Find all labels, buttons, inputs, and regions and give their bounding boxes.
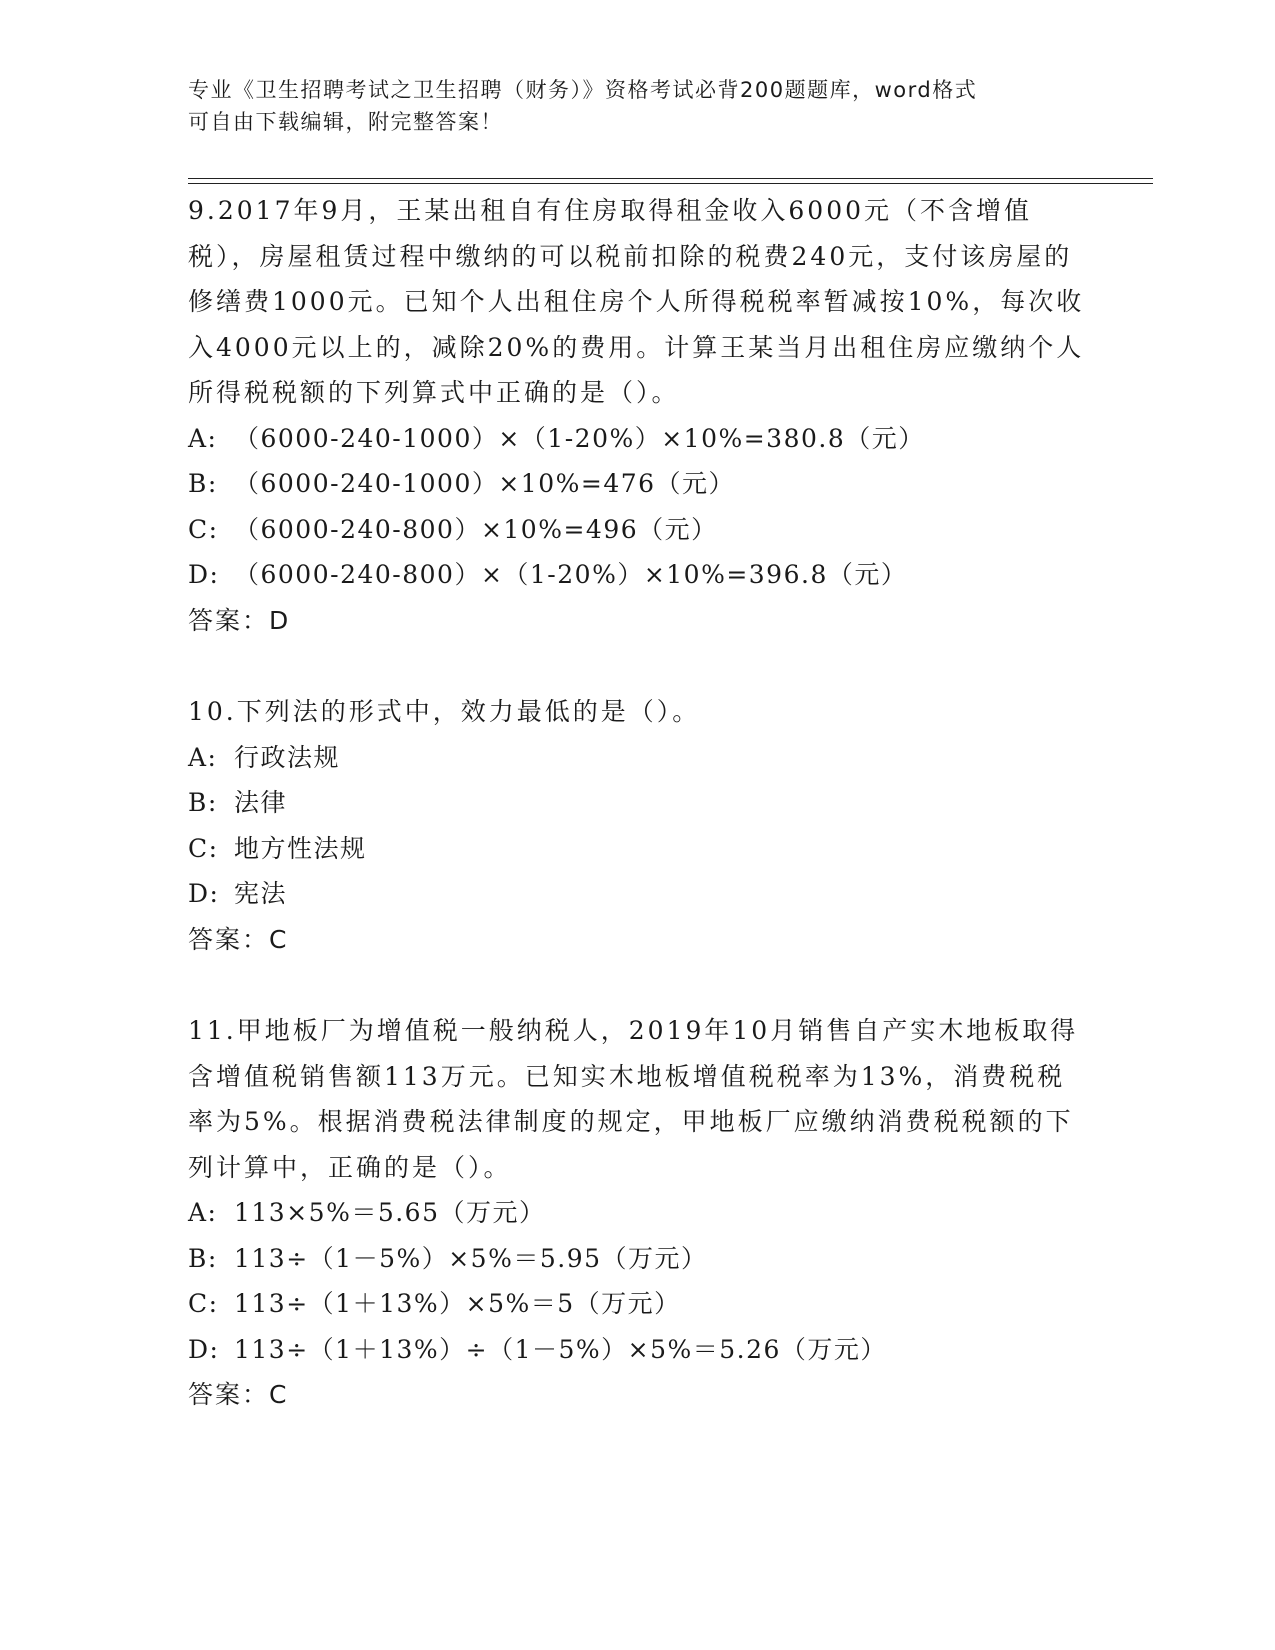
page-header [188, 74, 1088, 138]
option-text: （6000-240-1000）×10%=476（元） [234, 469, 736, 498]
option-d [188, 552, 1088, 598]
question-list [188, 188, 1088, 1464]
question-11 [188, 1008, 1088, 1418]
option-c [188, 507, 1088, 553]
question-10 [188, 689, 1088, 962]
answer-line: 答案：D [188, 605, 291, 635]
option-text: 113÷（1＋13%）÷（1－5%）×5%＝5.26（万元） [234, 1334, 887, 1364]
header-divider-top [188, 178, 1153, 179]
option-text: 行政法规 [234, 742, 341, 772]
option-d [188, 1327, 1088, 1373]
option-letter: C: [188, 514, 219, 544]
option-text: 宪法 [234, 879, 288, 908]
option-letter: D: [188, 879, 220, 908]
header-title-line-2: 可自由下载编辑，附完整答案！ [188, 110, 503, 134]
option-text: 法律 [234, 788, 288, 817]
header-divider-bottom [188, 183, 1153, 184]
option-b [188, 1236, 1088, 1282]
question-stem: 10.下列法的形式中，效力最低的是（）。 [188, 697, 701, 726]
option-letter: A: [188, 423, 218, 453]
option-c [188, 1281, 1088, 1327]
option-letter: B: [188, 1243, 218, 1273]
option-d [188, 871, 1088, 917]
option-text: 地方性法规 [234, 833, 367, 863]
option-letter: B: [188, 788, 218, 817]
option-letter: B: [188, 469, 218, 498]
option-letter: D: [188, 560, 220, 589]
option-text: 113÷（1－5%）×5%＝5.95（万元） [234, 1243, 708, 1273]
option-letter: A: [188, 1198, 218, 1227]
option-letter: A: [188, 742, 218, 772]
option-letter: C: [188, 1289, 219, 1318]
answer-line: 答案：C [188, 1380, 289, 1409]
question-9 [188, 188, 1088, 643]
option-b [188, 461, 1088, 507]
option-text: （6000-240-1000）×（1-20%）×10%=380.8（元） [234, 423, 925, 453]
option-text: （6000-240-800）×10%=496（元） [234, 514, 718, 544]
option-text: （6000-240-800）×（1-20%）×10%=396.8（元） [234, 560, 908, 589]
answer-line: 答案：C [188, 924, 289, 954]
option-text: 113÷（1＋13%）×5%＝5（万元） [234, 1289, 681, 1318]
question-stem: 9.2017年9月，王某出租自有住房取得租金收入6000元（不含增值税），房屋租赁过程中缴纳的可以税前扣除的税费240元，支付该房屋的修缮费1000元。已知个人出租住房个人所得税税率暂减按10%，每次收入4000元以上的，减除20%的费用。计算王某当月出租住房应缴纳个人所得税税额的下列算式中正确的是（）。 [188, 196, 1085, 407]
option-b [188, 780, 1088, 826]
option-c [188, 826, 1088, 872]
option-letter: D: [188, 1334, 220, 1364]
header-title-line-1: 专业《卫生招聘考试之卫生招聘（财务）》资格考试必背200题题库，word格式 [188, 78, 978, 102]
option-a [188, 416, 1088, 462]
option-a [188, 1190, 1088, 1236]
question-stem: 11.甲地板厂为增值税一般纳税人，2019年10月销售自产实木地板取得含增值税销售额113万元。已知实木地板增值税税率为13%，消费税税率为5%。根据消费税法律制度的规定，甲地板厂应缴纳消费税税额的下列计算中，正确的是（）。 [188, 1016, 1079, 1182]
option-a [188, 735, 1088, 781]
option-text: 113×5%＝5.65（万元） [234, 1198, 546, 1227]
option-letter: C: [188, 833, 219, 863]
